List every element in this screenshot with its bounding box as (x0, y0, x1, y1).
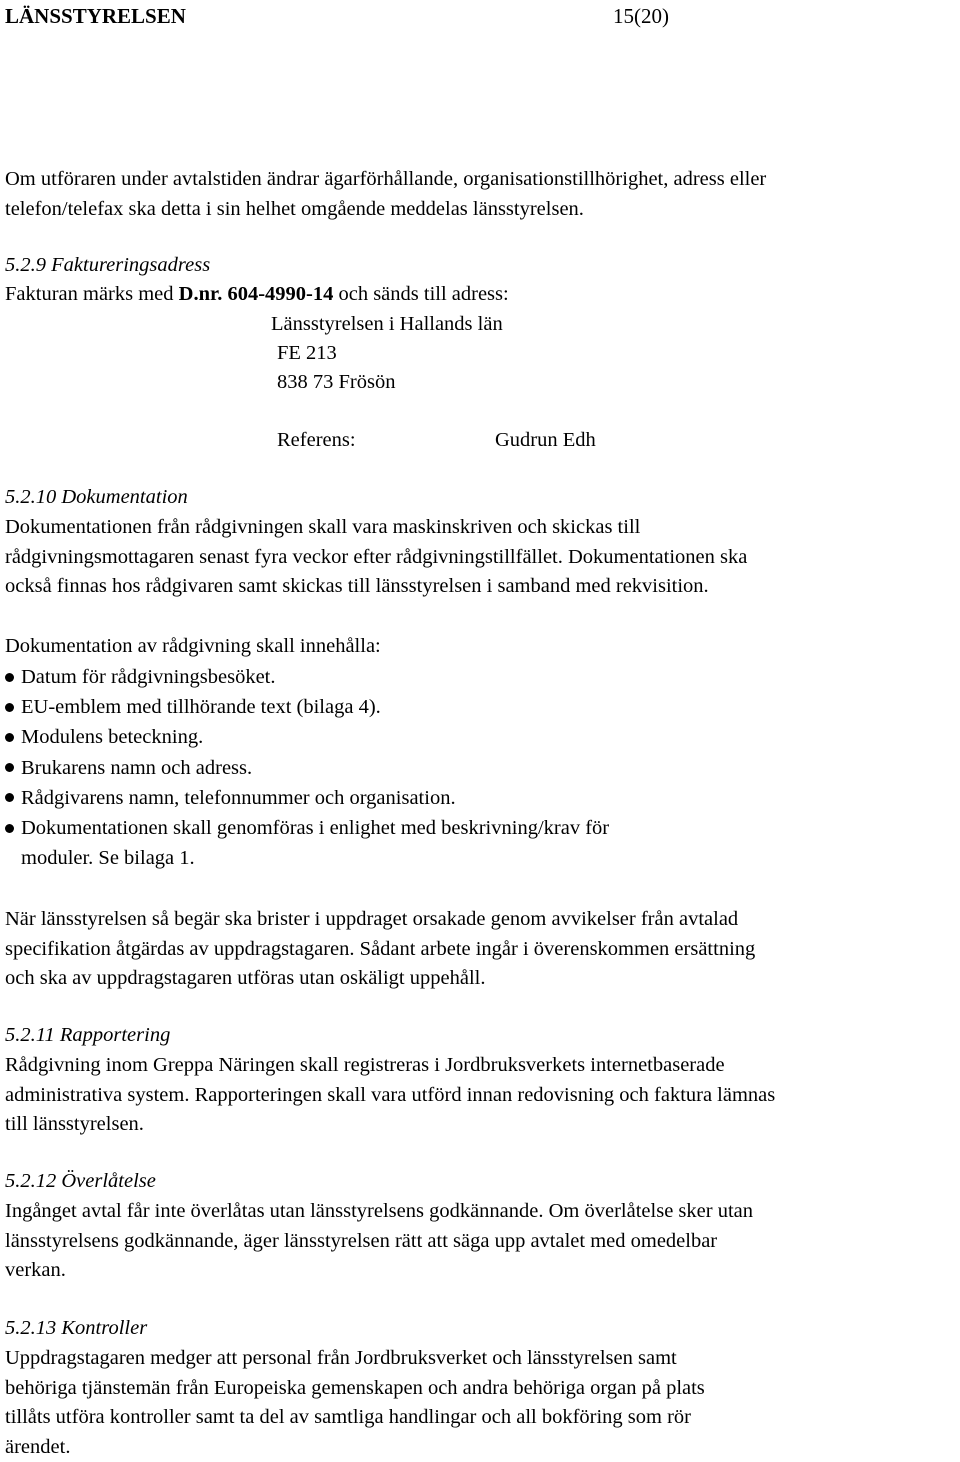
list-item-continuation: moduler. Se bilaga 1. (21, 843, 609, 873)
billing-line-post: och sänds till adress: (333, 283, 508, 305)
billing-line-pre: Fakturan märks med (5, 283, 179, 305)
transfer-line: länsstyrelsens godkännande, äger länsstyrelsen rätt att säga upp avtalet med omedelbar (5, 1227, 753, 1257)
section-heading-billing: 5.2.9 Faktureringsadress (5, 251, 210, 281)
section-heading-documentation: 5.2.10 Dokumentation (5, 483, 188, 513)
intro-line: telefon/telefax ska detta i sin helhet omgående meddelas länsstyrelsen. (5, 195, 766, 225)
reporting-line: administrativa system. Rapporteringen skall vara utförd innan redovisning och faktura lämnas (5, 1081, 775, 1111)
billing-diary-number: D.nr. 604-4990-14 (179, 283, 334, 305)
documentation-line: också finnas hos rådgivaren samt skickas till länsstyrelsen i samband med rekvisition. (5, 572, 747, 602)
transfer-line: verkan. (5, 1256, 753, 1286)
billing-address-line-2: FE 213 (277, 339, 337, 369)
list-item (5, 722, 609, 752)
list-item-text: Modulens beteckning. (21, 726, 203, 748)
list-item (5, 783, 609, 813)
bullet-icon (5, 793, 14, 802)
documentation-line: Dokumentationen från rådgivningen skall vara maskinskriven och skickas till (5, 513, 747, 543)
deviation-line: När länsstyrelsen så begär ska brister i uppdraget orsakade genom avvikelser från avtalad (5, 905, 755, 935)
list-item-text: Rådgivarens namn, telefonnummer och organisation. (21, 787, 456, 809)
documentation-list-intro: Dokumentation av rådgivning skall innehålla: (5, 632, 381, 662)
list-item-text: Brukarens namn och adress. (21, 757, 252, 779)
controls-line: ärendet. (5, 1433, 705, 1462)
controls-paragraph (5, 1344, 705, 1462)
intro-paragraph (5, 165, 766, 224)
transfer-line: Ingånget avtal får inte överlåtas utan länsstyrelsens godkännande. Om överlåtelse sker utan (5, 1197, 753, 1227)
section-heading-controls: 5.2.13 Kontroller (5, 1314, 147, 1344)
deviation-paragraph (5, 905, 755, 994)
bullet-icon (5, 824, 14, 833)
reporting-paragraph (5, 1051, 775, 1140)
deviation-line: specifikation åtgärdas av uppdragstagaren. Sådant arbete ingår i överenskommen ersättning (5, 935, 755, 965)
documentation-requirements-list (5, 662, 609, 873)
intro-line: Om utföraren under avtalstiden ändrar ägarförhållande, organisationstillhörighet, adress eller (5, 165, 766, 195)
bullet-icon (5, 673, 14, 682)
bullet-icon (5, 763, 14, 772)
list-item (5, 753, 609, 783)
section-heading-reporting: 5.2.11 Rapportering (5, 1021, 170, 1051)
bullet-icon (5, 733, 14, 742)
page-number: 15(20) (613, 1, 669, 31)
controls-line: tillåts utföra kontroller samt ta del av samtliga handlingar och all bokföring som rör (5, 1403, 705, 1433)
billing-address-line-3: 838 73 Frösön (277, 368, 395, 398)
organization-name: LÄNSSTYRELSEN (5, 1, 186, 31)
list-item-text: Dokumentationen skall genomföras i enlighet med beskrivning/krav för (21, 817, 609, 839)
list-item (5, 692, 609, 722)
list-item-text: EU-emblem med tillhörande text (bilaga 4). (21, 696, 381, 718)
section-heading-transfer: 5.2.12 Överlåtelse (5, 1167, 156, 1197)
list-item-text: Datum för rådgivningsbesöket. (21, 666, 276, 688)
documentation-line: rådgivningsmottagaren senast fyra veckor efter rådgivningstillfället. Dokumentationen ska (5, 543, 747, 573)
bullet-icon (5, 703, 14, 712)
list-item (5, 813, 609, 873)
reporting-line: Rådgivning inom Greppa Näringen skall registreras i Jordbruksverkets internetbaserade (5, 1051, 775, 1081)
list-item (5, 662, 609, 692)
reporting-line: till länsstyrelsen. (5, 1110, 775, 1140)
billing-reference-label: Referens: (277, 426, 356, 456)
documentation-paragraph (5, 513, 747, 602)
transfer-paragraph (5, 1197, 753, 1286)
billing-address-line-1: Länsstyrelsen i Hallands län (271, 310, 503, 340)
billing-reference-value: Gudrun Edh (495, 426, 596, 456)
controls-line: Uppdragstagaren medger att personal från Jordbruksverket och länsstyrelsen samt (5, 1344, 705, 1374)
deviation-line: och ska av uppdragstagaren utföras utan oskäligt uppehåll. (5, 964, 755, 994)
controls-line: behöriga tjänstemän från Europeiska gemenskapen och andra behöriga organ på plats (5, 1374, 705, 1404)
billing-line (5, 280, 509, 310)
